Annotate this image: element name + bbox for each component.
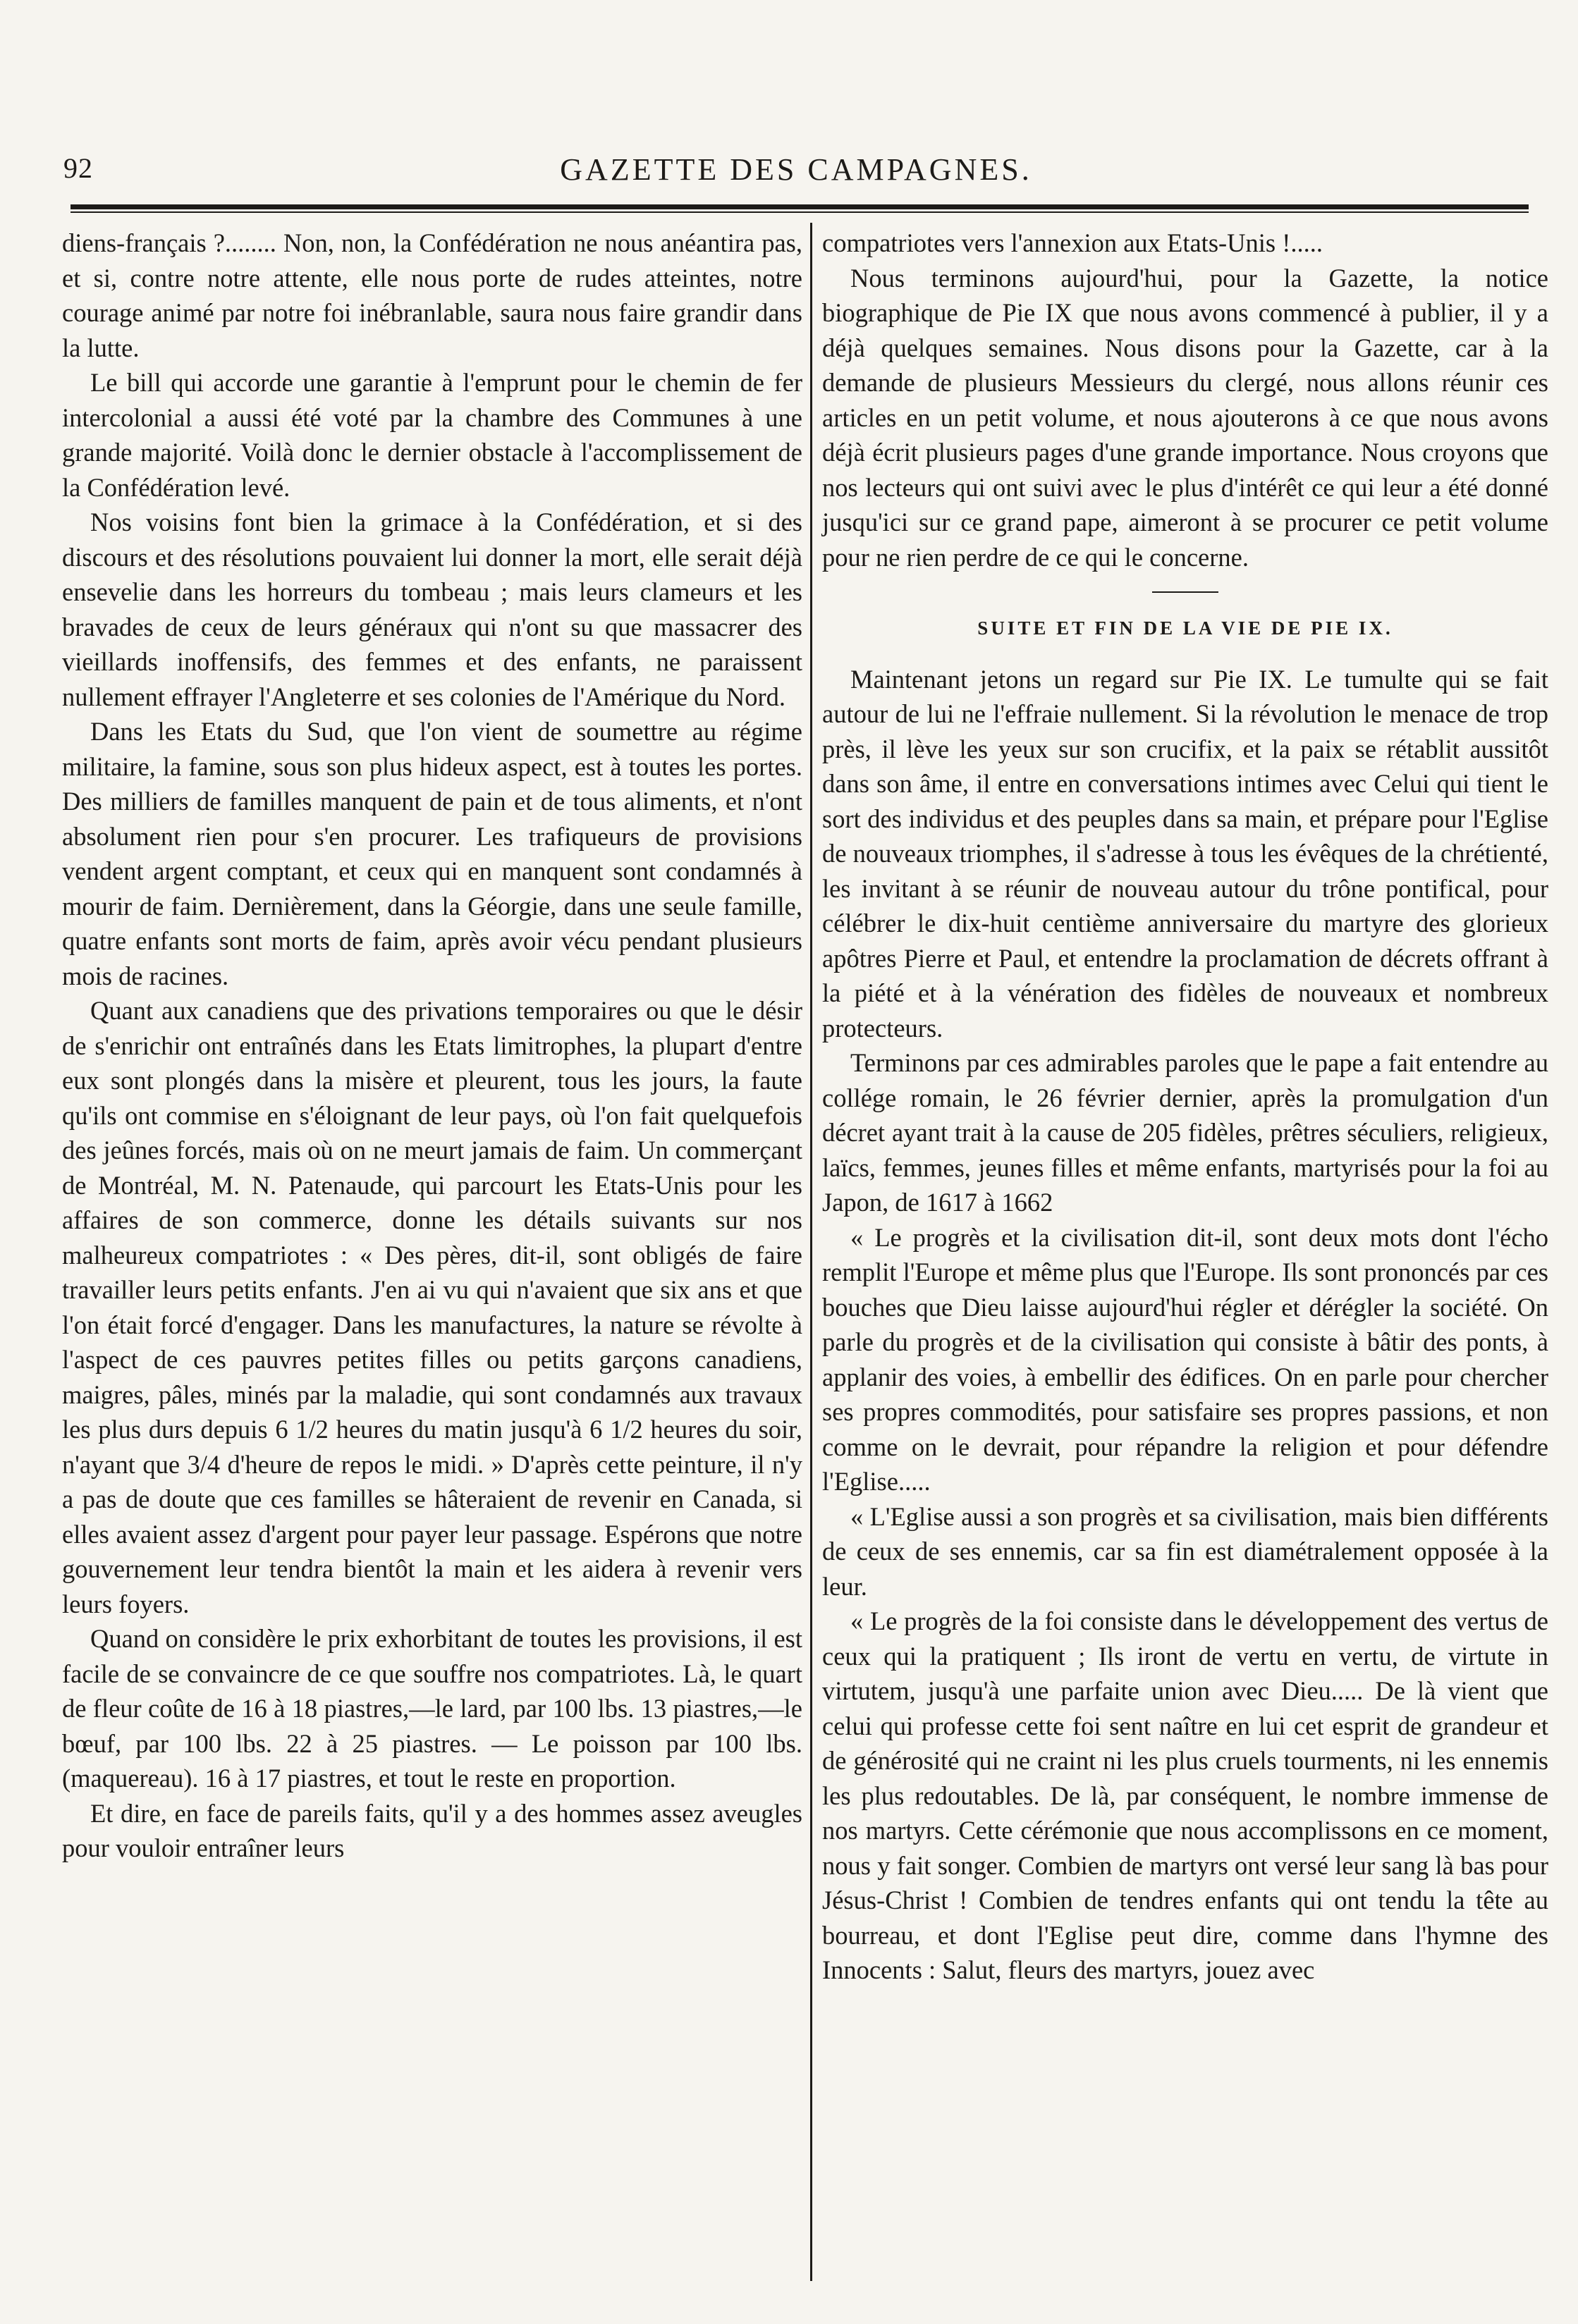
right-column: [822, 226, 1548, 1988]
article-paragraph: compatriotes vers l'annexion aux Etats-Unis !.....: [822, 228, 1323, 257]
quote-paragraph: « Le progrès et la civilisation dit-il, sont deux mots dont l'écho remplit l'Europe et même plus que l'Europe. Ils sont prononcés par ces bouches que Dieu laisse aujourd'hui régler et dérégler la société. On parle du progrès et de la civilisation qui consiste à bâtir des ponts, à applanir des voies, à embellir des édifices. On en parle pour chercher ses propres commodités, pour satisfaire ses propres passions, et non comme on le devrait, pour répandre la religion et pour défendre l'Eglise.....: [822, 1222, 1548, 1496]
article-paragraph: Le bill qui accorde une garantie à l'emprunt pour le chemin de fer intercolonial a aussi été voté par la chambre des Communes à une grande majorité. Voilà donc le dernier obstacle à l'accomplissement de la Confédération levé.: [62, 368, 802, 502]
header-rule: [71, 204, 1529, 209]
article-paragraph: Dans les Etats du Sud, que l'on vient de soumettre au régime militaire, la famine, sous son plus hideux aspect, est à toutes les portes. Des milliers de familles manquent de pain et de tous aliments, et n'ont absolument rien pour s'en procurer. Les trafiqueurs de provisions vendent argent comptant, et ceux qui en manquent sont condamnés à mourir de faim. Dernièrement, dans la Géorgie, dans une seule famille, quatre enfants sont morts de faim, après avoir vécu pendant plusieurs mois de racines.: [62, 717, 802, 990]
section-heading: SUITE ET FIN DE LA VIE DE PIE IX.: [977, 617, 1393, 639]
journal-title: GAZETTE DES CAMPAGNES.: [560, 152, 1032, 187]
left-column: [62, 226, 802, 1866]
article-paragraph: Nos voisins font bien la grimace à la Confédération, et si des discours et des résolutions pouvaient lui donner la mort, elle serait déjà ensevelie dans les horreurs du tombeau ; mais leurs clameurs et les bravades de ceux de leurs généraux qui n'ont su que massacrer des vieillards inoffensifs, des femmes et des enfants, ne paraissent nullement effrayer l'Angleterre et ses colonies de l'Amérique du Nord.: [62, 508, 802, 711]
column-divider: [810, 223, 812, 2281]
article-paragraph: Maintenant jetons un regard sur Pie IX. Le tumulte qui se fait autour de lui ne l'effraie nullement. Si la révolution le menace de trop près, il lève les yeux sur son crucifix, et la paix se rétablit aussitôt dans son âme, il entre en conversations intimes avec Celui qui tient le sort des individus et des peuples dans sa main, et prépare pour l'Eglise de nouveaux triomphes, il s'adresse à tous les évêques de la chrétienté, les invitant à se réunir de nouveau autour du trône pontifical, pour célébrer le dix-huit centième anniversaire du martyre des glorieux apôtres Pierre et Paul, et entendre la proclamation de décrets offrant à la piété et à la vénération des fidèles de nouveaux et nombreux protecteurs.: [822, 664, 1548, 1043]
article-paragraph: Terminons par ces admirables paroles que le pape a fait entendre au collége romain, le 26 février dernier, après la promulgation d'un décret ayant trait à la cause de 205 fidèles, prêtres séculiers, religieux, laïcs, femmes, jeunes filles et même enfants, martyrisés pour la foi au Japon, de 1617 à 1662: [822, 1048, 1548, 1217]
article-paragraph: Et dire, en face de pareils faits, qu'il y a des hommes assez aveugles pour vouloir entraîner leurs: [62, 1798, 802, 1862]
intro-paragraph: Nous terminons aujourd'hui, pour la Gazette, la notice biographique de Pie IX que nous avons commencé à publier, il y a déjà quelques semaines. Nous disons pour la Gazette, car à la demande de plusieurs Messieurs du clergé, nous allons réunir ces articles en un petit volume, et nous ajouterons à ce que nous avons déjà écrit plusieurs pages d'une grande importance. Nous croyons que nos lecteurs qui ont suivi avec le plus d'intérêt ce qui leur a été donné jusqu'ici sur ce grand pape, aimeront à se procurer ce petit volume pour ne rien perdre de ce qui le concerne.: [822, 263, 1548, 572]
page-number: 92: [63, 152, 93, 184]
quote-paragraph: « Le progrès de la foi consiste dans le développement des vertus de ceux qui la pratiquent ; Ils iront de vertu en vertu, de virtute in virtutem, jusqu'à une parfaite union avec Dieu..... De là vient que celui qui professe cette foi sent naître en lui cet esprit de grandeur et de générosité qui ne craint ni les plus cruels tourments, ni les ennemis les plus redoutables. De là, par conséquent, le nombre immense de nos martyrs. Cette cérémonie que nous accomplissons en ce moment, nous y fait songer. Combien de martyrs ont versé leur sang là bas pour Jésus-Christ ! Combien de tendres enfants qui ont tendu la tête au bourreau, et dont l'Eglise peut dire, comme dans l'hymne des Innocents : Salut, fleurs des martyrs, jouez avec: [822, 1606, 1548, 1984]
article-paragraph: Quand on considère le prix exhorbitant de toutes les provisions, il est facile de se convaincre de ce que souffre nos compatriotes. Là, le quart de fleur coûte de 16 à 18 piastres,—le lard, par 100 lbs. 13 piastres,—le bœuf, par 100 lbs. 22 à 25 piastres. — Le poisson par 100 lbs. (maquereau). 16 à 17 piastres, et tout le reste en proportion.: [62, 1624, 802, 1793]
header-rule-thin: [71, 211, 1529, 213]
quote-paragraph: « L'Eglise aussi a son progrès et sa civilisation, mais bien différents de ceux de ses ennemis, car sa fin est diamétralement opposée à la leur.: [822, 1501, 1548, 1601]
article-paragraph: diens-français ?........ Non, non, la Confédération ne nous anéantira pas, et si, contre notre attente, elle nous porte de rudes atteintes, notre courage animé par notre foi inébranlable, saura nous faire grandir dans la lutte.: [62, 228, 802, 362]
article-paragraph: Quant aux canadiens que des privations temporaires ou que le désir de s'enrichir ont entraînés dans les Etats limitrophes, la plupart d'entre eux sont plongés dans la misère et pleurent, tous les jours, la faute qu'ils ont commise en s'éloignant de leur pays, où l'on fait quelquefois des jeûnes forcés, mais où on ne meurt jamais de faim. Un commerçant de Montréal, M. N. Patenaude, qui parcourt les Etats-Unis pour les affaires de son commerce, donne les détails suivants sur nos malheureux compatriotes : « Des pères, dit-il, sont obligés de faire travailler leurs petits enfants. J'en ai vu qui n'avaient que six ans et que l'on était forcé d'engager. Dans les manufactures, la nature se révolte à l'aspect de ces pauvres petites filles ou petits garçons canadiens, maigres, pâles, minés par la maladie, qui sont condamnés aux travaux les plus durs depuis 6 1/2 heures du matin jusqu'à 6 1/2 heures du soir, n'ayant que 3/4 d'heure de repos le midi. » D'après cette peinture, il n'y a pas de doute que ces familles se hâteraient de revenir en Canada, si elles avaient assez d'argent pour payer leur passage. Espérons que notre gouvernement leur tendra bientôt la main et les aidera à revenir vers leurs foyers.: [62, 996, 802, 1618]
running-head: [56, 145, 1536, 194]
section-rule: [1152, 591, 1218, 593]
